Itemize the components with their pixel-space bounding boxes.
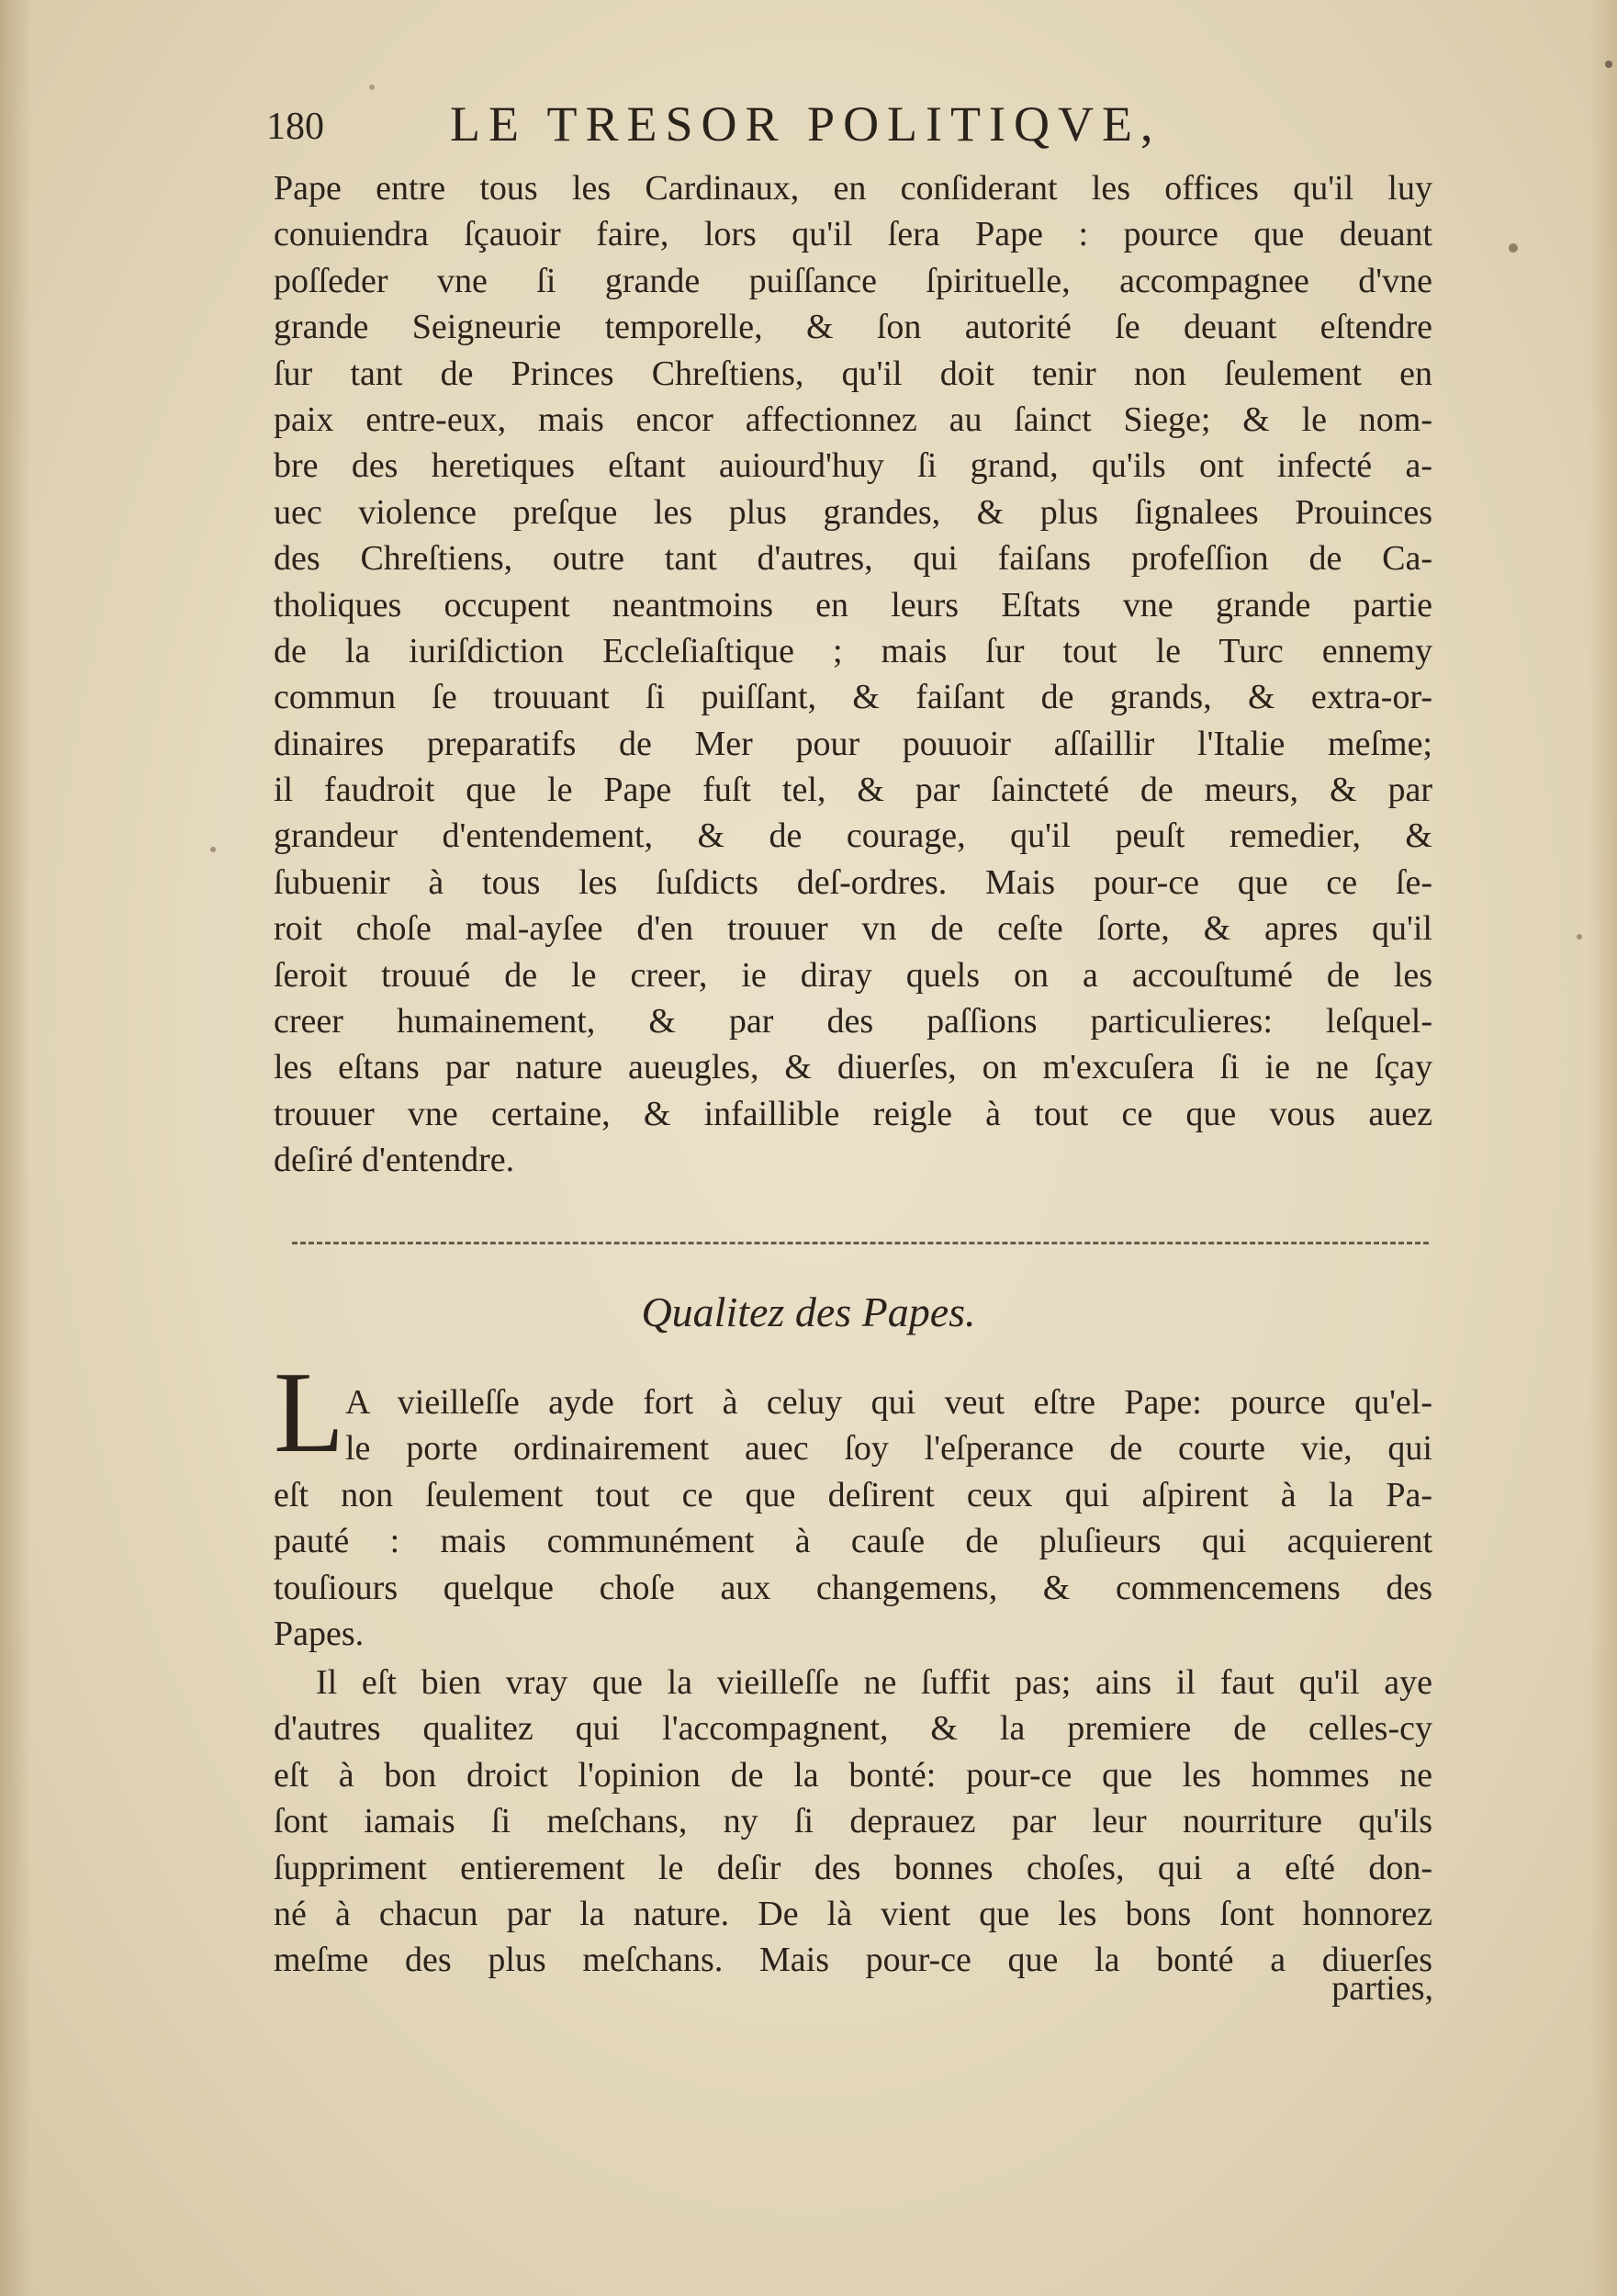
text-line: tholiques occupent neantmoins en leurs Eſtats vne grande partie bbox=[274, 585, 1432, 625]
text-line: deſiré d'entendre. bbox=[274, 1141, 515, 1180]
page-header bbox=[266, 92, 1267, 165]
page-number: 180 bbox=[266, 106, 324, 148]
text-line: le porte ordinairement auec ſoy l'eſperance de courte vie, qui bbox=[345, 1429, 1432, 1469]
text-line: roit choſe mal-ayſee d'en trouuer vn de ceſte ſorte, & apres qu'il bbox=[274, 909, 1432, 949]
text-line: A vieilleſſe ayde fort à celuy qui veut eſtre Pape: pource qu'el- bbox=[345, 1383, 1432, 1422]
text-line: eſt non ſeulement tout ce que deſirent ceux qui aſpirent à la Pa- bbox=[274, 1475, 1432, 1514]
text-line: pauté : mais communément à cauſe de pluſieurs qui acquierent bbox=[274, 1522, 1432, 1561]
text-line: trouuer vne certaine, & infaillible reigle à tout ce que vous auez bbox=[274, 1094, 1432, 1133]
text-line: paix entre-eux, mais encor affectionnez au ſainct Siege; & le nom- bbox=[274, 400, 1432, 439]
text-line: Papes. bbox=[274, 1614, 365, 1653]
text-line: Pape entre tous les Cardinaux, en conſiderant les offices qu'il luy bbox=[274, 169, 1432, 208]
text-line: il faudroit que le Pape fuſt tel, & par ſaincteté de meurs, & par bbox=[274, 771, 1432, 810]
paragraph-old-age bbox=[274, 1660, 1432, 1984]
text-line: Il eſt bien vray que la vieilleſſe ne ſuffit pas; ains il faut qu'il aye bbox=[316, 1663, 1432, 1702]
text-line: creer humainement, & par des paſſions particulieres: leſquel- bbox=[274, 1002, 1432, 1041]
text-line: d'autres qualitez qui l'accompagnent, & la premiere de celles-cy bbox=[274, 1709, 1432, 1749]
text-line: des Chreſtiens, outre tant d'autres, qui faiſans profeſſion de Ca- bbox=[274, 539, 1432, 579]
text-line: ſont iamais ſi meſchans, ny ſi deprauez par leur nourriture qu'ils bbox=[274, 1802, 1432, 1841]
paragraph-qualities bbox=[274, 1379, 1432, 1657]
text-line: né à chacun par la nature. De là vient que les bons ſont honnorez bbox=[274, 1894, 1432, 1933]
text-line: grande Seigneurie temporelle, & ſon autorité ſe deuant eſtendre bbox=[274, 308, 1432, 347]
text-line: touſiours quelque choſe aux changemens, & commencemens des bbox=[274, 1568, 1432, 1607]
text-line: ſeroit trouué de le creer, ie diray quels on a accouſtumé de les bbox=[274, 955, 1432, 995]
ink-speck bbox=[1577, 934, 1582, 940]
section-divider bbox=[292, 1242, 1429, 1244]
text-line: de la iuriſdiction Eccleſiaſtique ; mais ſur tout le Turc ennemy bbox=[274, 631, 1432, 670]
text-line: poſſeder vne ſi grande puiſſance ſpirituelle, accompagnee d'vne bbox=[274, 261, 1432, 300]
ink-speck bbox=[1509, 243, 1518, 253]
drop-cap: L bbox=[274, 1349, 344, 1477]
catchword: parties, bbox=[1331, 1969, 1433, 2008]
ink-speck bbox=[369, 84, 375, 90]
section-title: Qualitez des Papes. bbox=[641, 1289, 976, 1335]
text-line: grandeur d'entendement, & de courage, qu'il peuſt remedier, & bbox=[274, 816, 1432, 856]
ink-speck bbox=[210, 847, 216, 852]
text-line: dinaires preparatifs de Mer pour pouuoir aſſaillir l'Italie meſme; bbox=[274, 724, 1432, 763]
right-page-edge bbox=[1589, 0, 1617, 2296]
left-page-shadow bbox=[0, 0, 31, 2296]
text-line: bre des heretiques eſtant auiourd'huy ſi grand, qu'ils ont infecté a- bbox=[274, 446, 1432, 486]
text-line: uec violence preſque les plus grandes, & plus ſignalees Prouinces bbox=[274, 492, 1432, 532]
paragraph-continued bbox=[274, 165, 1432, 1184]
running-title: LE TRESOR POLITIQVE, bbox=[450, 96, 1162, 152]
text-line: conuiendra ſçauoir faire, lors qu'il ſera Pape : pource que deuant bbox=[274, 215, 1432, 254]
text-line: ſuppriment entierement le deſir des bonnes choſes, qui a eſté don- bbox=[274, 1848, 1432, 1887]
text-line: les eſtans par nature aueugles, & diuerſes, on m'excuſera ſi ie ne ſçay bbox=[274, 1048, 1432, 1087]
text-line: meſme des plus meſchans. Mais pour-ce que la bonté a diuerſes bbox=[274, 1941, 1432, 1980]
text-line: ſur tant de Princes Chreſtiens, qu'il doit tenir non ſeulement en bbox=[274, 354, 1432, 393]
text-line: commun ſe trouuant ſi puiſſant, & faiſant de grands, & extra-or- bbox=[274, 678, 1432, 717]
text-line: ſubuenir à tous les ſuſdicts deſ-ordres. Mais pour-ce que ce ſe- bbox=[274, 862, 1432, 902]
text-line: eſt à bon droict l'opinion de la bonté: pour-ce que les hommes ne bbox=[274, 1755, 1432, 1795]
